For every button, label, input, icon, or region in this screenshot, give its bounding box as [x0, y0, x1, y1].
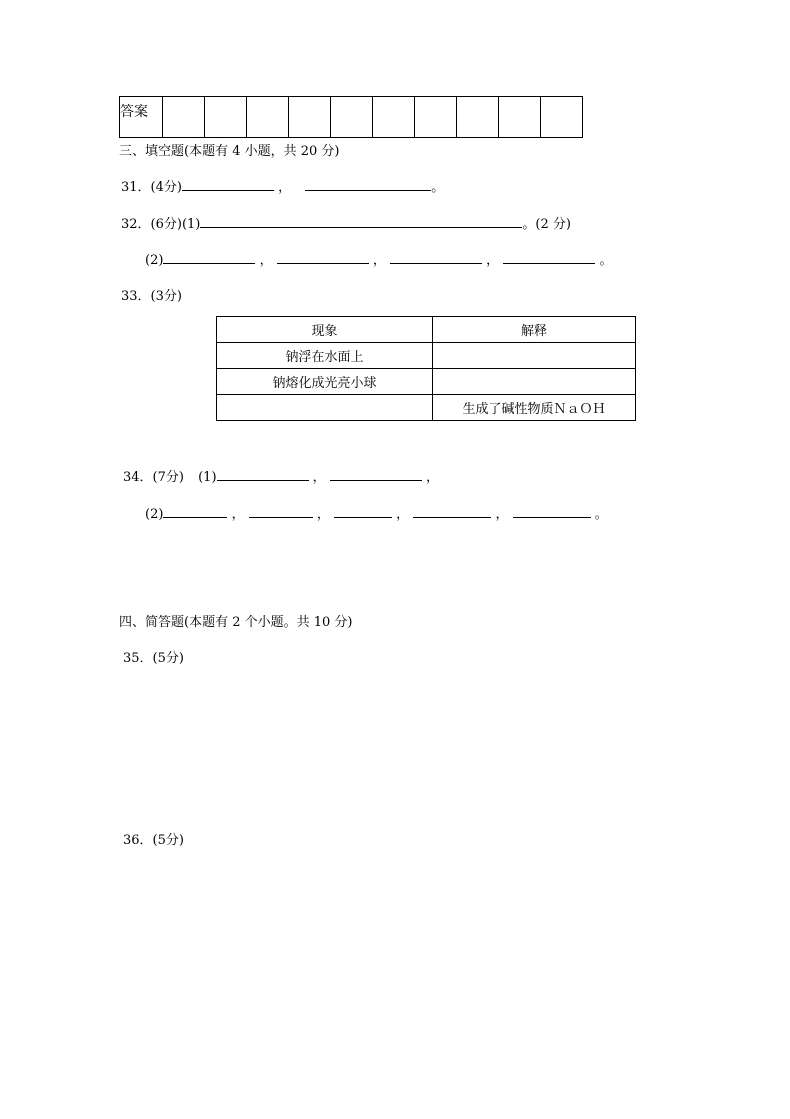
q34-blank-2[interactable]: [330, 468, 422, 481]
section3-title: 三、填空题(本题有 4 小题，共 20 分): [119, 144, 340, 159]
q33-prefix: 33．(3分): [121, 289, 182, 304]
header-phenomenon: 现象: [217, 317, 433, 343]
q31-blank-1[interactable]: [182, 178, 274, 191]
table-cell-answer[interactable]: [217, 395, 433, 421]
q34-blank-5[interactable]: [334, 505, 392, 518]
header-explanation: 解释: [433, 317, 636, 343]
q31-blank-2[interactable]: [305, 178, 431, 191]
q32-end1: 。(2 分): [522, 217, 571, 232]
q32-sep: ，: [259, 253, 273, 268]
q31-end: 。: [431, 180, 445, 195]
section4-title: 四、简答题(本题有 2 个小题。共 10 分): [119, 615, 353, 630]
question-31: [121, 176, 444, 195]
q32-blank-3[interactable]: [277, 251, 369, 264]
q34-sep: ，: [396, 507, 410, 522]
q34-blank-1[interactable]: [217, 468, 309, 481]
table-cell-answer[interactable]: [433, 369, 636, 395]
q34-sep: ，: [312, 470, 326, 485]
table-cell-answer[interactable]: [433, 343, 636, 369]
q34-sep: ，: [316, 507, 330, 522]
question-35: 35．(5分): [123, 651, 184, 666]
answer-cell[interactable]: [247, 97, 289, 138]
answer-cell[interactable]: [373, 97, 415, 138]
question-36: 36．(5分): [123, 833, 184, 848]
answer-cell[interactable]: [163, 97, 205, 138]
q34-prefix: 34．(7分): [123, 470, 184, 485]
q34-blank-6[interactable]: [413, 505, 491, 518]
q34-sep: ，: [495, 507, 509, 522]
table-cell: 钠浮在水面上: [217, 343, 433, 369]
answer-cell[interactable]: [289, 97, 331, 138]
answer-cell[interactable]: [499, 97, 541, 138]
q34-part2-label: (2): [145, 507, 164, 522]
answer-table: [119, 96, 583, 138]
q32-blank-5[interactable]: [503, 251, 595, 264]
q34-part1-label: (1): [198, 470, 217, 485]
answer-cell[interactable]: [541, 97, 583, 138]
table-cell: 生成了碱性物质ＮａＯＨ: [433, 395, 636, 421]
q34-blank-7[interactable]: [513, 505, 591, 518]
answer-cell[interactable]: [415, 97, 457, 138]
q32-part2-label: (2): [145, 253, 164, 268]
question-32: [121, 213, 571, 232]
q34-sep: ，: [425, 470, 439, 485]
question-32-part2: [145, 249, 612, 268]
table-row: [217, 369, 636, 395]
table-row: [217, 343, 636, 369]
answer-cell[interactable]: [457, 97, 499, 138]
q32-sep: ，: [486, 253, 500, 268]
q32-end2: 。: [599, 253, 613, 268]
q34-blank-4[interactable]: [249, 505, 313, 518]
answer-cell[interactable]: [331, 97, 373, 138]
table-cell: 钠熔化成光亮小球: [217, 369, 433, 395]
q32-blank-4[interactable]: [390, 251, 482, 264]
table-header-row: [217, 317, 636, 343]
q32-sep: ，: [372, 253, 386, 268]
table-row: [217, 395, 636, 421]
answer-label: 答案: [120, 97, 163, 138]
q34-end: 。: [594, 507, 608, 522]
question-34-part2: [145, 503, 608, 522]
q34-blank-3[interactable]: [163, 505, 227, 518]
answer-cell[interactable]: [205, 97, 247, 138]
q32-blank-2[interactable]: [163, 251, 255, 264]
answer-row: [120, 97, 583, 138]
q31-prefix: 31．(4分): [121, 180, 182, 195]
question-34: [123, 466, 439, 485]
q31-sep: ，: [278, 180, 292, 195]
q34-sep: ，: [231, 507, 245, 522]
q32-blank-1[interactable]: [200, 215, 522, 228]
q33-table: [216, 316, 636, 421]
q32-prefix: 32．(6分)(1): [121, 217, 201, 232]
